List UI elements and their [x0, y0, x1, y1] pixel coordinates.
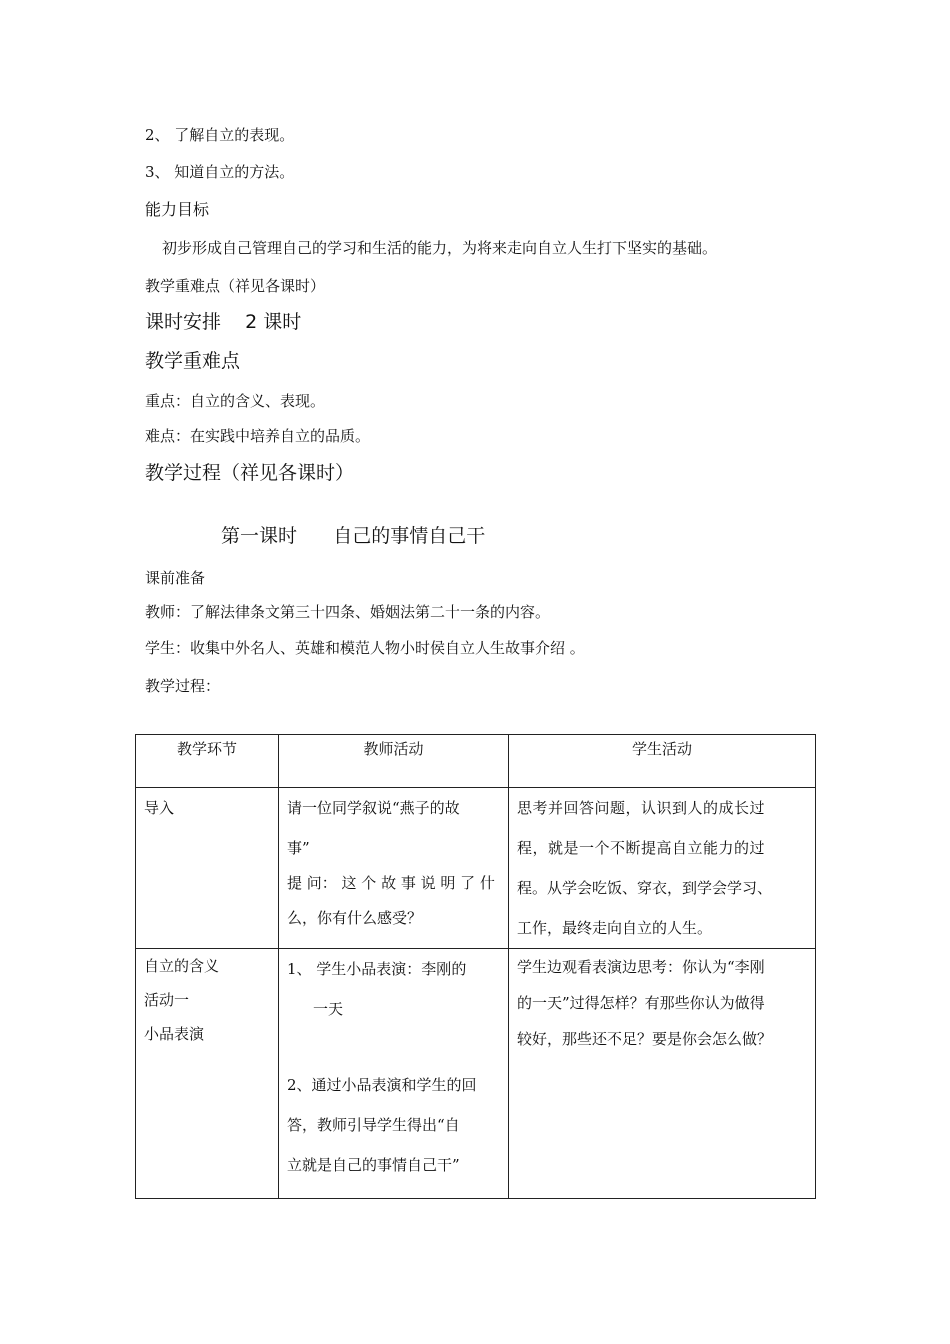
table-header-row	[136, 735, 816, 788]
teacher-line: 答，教师引导学生得出“自	[287, 1116, 460, 1134]
teacher-line: 提 问： 这 个 故 事 说 明 了 什	[287, 874, 495, 892]
student-line: 程。从学会吃饭、穿衣，到学会学习、	[517, 879, 773, 897]
key-point: 重点：自立的含义、表现。	[145, 392, 326, 410]
teacher-prep: 教师：了解法律条文第三十四条、婚姻法第二十一条的内容。	[145, 603, 551, 621]
student-line: 学生边观看表演边思考：你认为“李刚	[517, 958, 765, 976]
prep-heading: 课前准备	[145, 569, 206, 587]
header-teacher: 教师活动	[279, 735, 509, 788]
objective-item-2: 2、 了解自立的表现。	[145, 126, 295, 144]
stage-line: 导入	[144, 799, 175, 817]
teacher-cell	[279, 788, 509, 949]
teacher-line: 事”	[287, 839, 310, 857]
student-line: 思考并回答问题，认识到人的成长过	[517, 799, 766, 817]
stage-cell	[136, 949, 279, 1199]
spacer	[287, 1029, 500, 1065]
difficulty-heading: 教学重难点	[145, 350, 241, 372]
ability-text: 初步形成自己管理自己的学习和生活的能力，为将来走向自立人生打下坚实的基础。	[162, 239, 718, 257]
stage-line: 活动一	[144, 991, 190, 1009]
student-line: 工作，最终走向自立的人生。	[517, 919, 713, 937]
student-line: 的一天”过得怎样？有那些你认为做得	[517, 994, 765, 1012]
teacher-line: 1、 学生小品表演：李刚的	[287, 960, 467, 978]
lesson-plan-table	[135, 734, 816, 1199]
teacher-line: 2、通过小品表演和学生的回	[287, 1076, 477, 1094]
objective-item-3: 3、 知道自立的方法。	[145, 163, 295, 181]
stage-cell	[136, 788, 279, 949]
teacher-line: 一天	[313, 1000, 344, 1018]
teacher-line: 么，你有什么感受？	[287, 909, 423, 927]
teacher-line: 请一位同学叙说“燕子的故	[287, 799, 460, 817]
student-line: 较好，那些还不足？要是你会怎么做？	[517, 1030, 773, 1048]
student-cell	[509, 949, 816, 1199]
teacher-line: 立就是自己的事情自己干”	[287, 1156, 460, 1174]
teacher-cell	[279, 949, 509, 1199]
student-cell	[509, 788, 816, 949]
header-stage: 教学环节	[136, 735, 279, 788]
process-heading: 教学过程（祥见各课时）	[145, 462, 355, 484]
table-row	[136, 788, 816, 949]
stage-line: 自立的含义	[144, 957, 220, 975]
ability-heading: 能力目标	[145, 200, 210, 219]
lesson-title: 第一课时 自己的事情自己干	[221, 525, 486, 547]
key-points-note: 教学重难点（祥见各课时）	[145, 277, 326, 295]
table-row	[136, 949, 816, 1199]
header-student: 学生活动	[509, 735, 816, 788]
difficult-point: 难点：在实践中培养自立的品质。	[145, 427, 371, 445]
process-label: 教学过程：	[145, 677, 221, 695]
student-line: 程，就是一个不断提高自立能力的过	[517, 839, 766, 857]
stage-line: 小品表演	[144, 1025, 205, 1043]
student-prep: 学生：收集中外名人、英雄和模范人物小时侯自立人生故事介绍 。	[145, 639, 585, 657]
schedule-heading: 课时安排 2 课时	[145, 311, 302, 333]
